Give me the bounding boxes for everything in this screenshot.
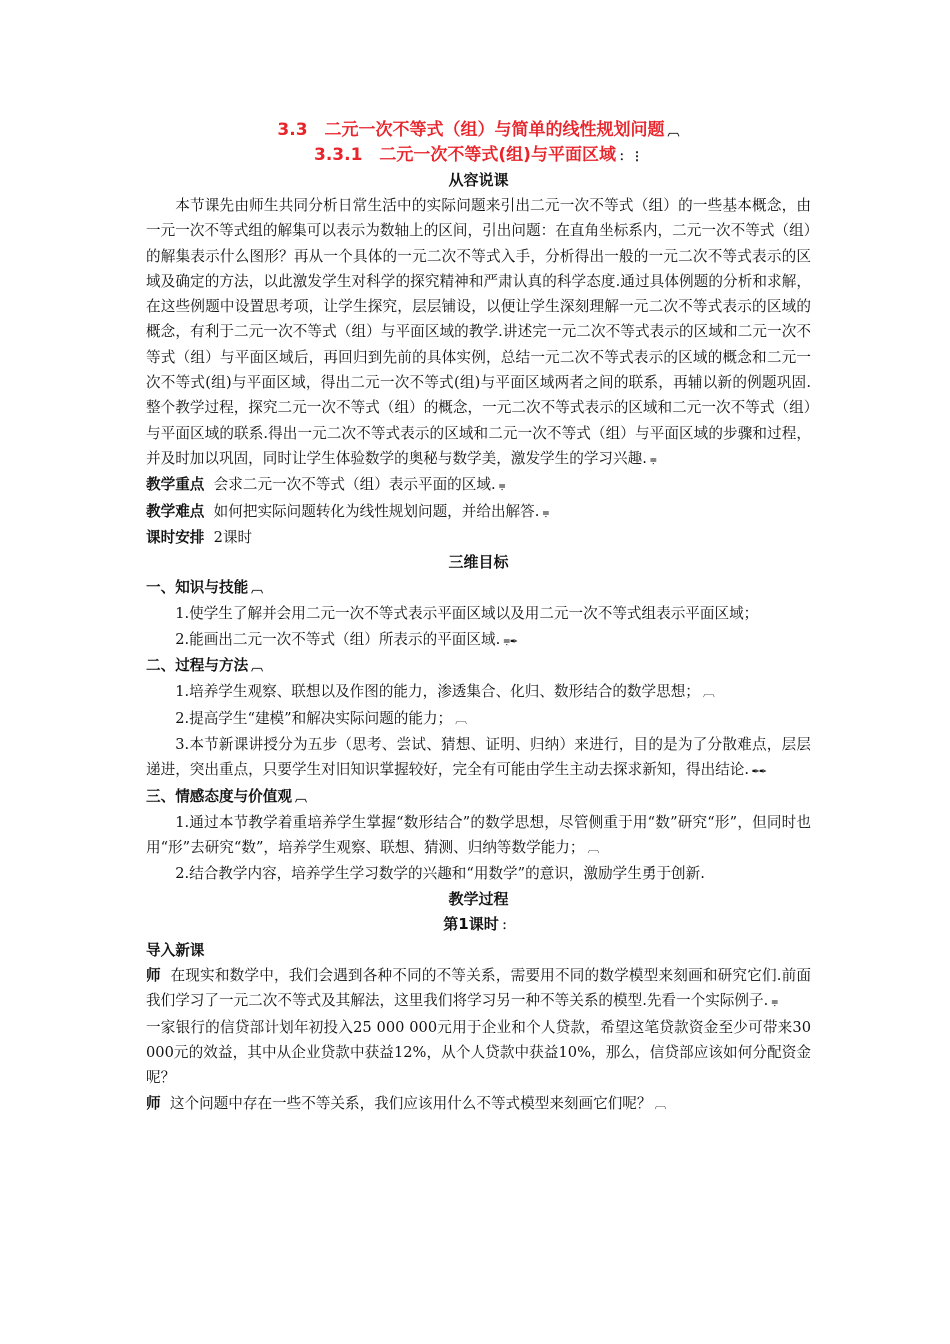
time-text: 2课时 (213, 528, 253, 546)
teacher-label: 师 (146, 1094, 161, 1112)
time-label: 课时安排 (146, 528, 205, 546)
format-mark-icon: ︹ (702, 685, 715, 700)
chapter-title-text: 3.3 二元一次不等式（组）与简单的线性规划问题 (277, 120, 665, 140)
section-process-title: 二、过程与方法 (146, 657, 249, 675)
key-point (146, 472, 811, 498)
goal-item-text: 1.培养学生观察、联想以及作图的能力，渗透集合、化归、数形结合的数学思想； (175, 683, 700, 701)
format-mark-icon: ： (501, 917, 514, 932)
format-mark-icon: ✒✒ (752, 763, 767, 778)
format-mark-icon: ⩦ (649, 451, 657, 466)
section-title-text: 3.3.1 二元一次不等式(组)与平面区域 (314, 145, 616, 165)
intro-paragraph (146, 193, 811, 472)
goal-item (146, 732, 811, 784)
teacher-line (146, 1091, 811, 1117)
goal-item-text: 2.能画出二元一次不等式（组）所表示的平面区域. (175, 630, 501, 648)
key-label: 教学重点 (146, 476, 205, 494)
difficult-point (146, 499, 811, 525)
document-page (146, 118, 811, 1117)
heading-congrong: 从容说课 (448, 171, 509, 189)
format-mark-icon: ︹ (251, 659, 264, 674)
format-mark-icon: ︹ (654, 1096, 667, 1111)
format-mark-icon: ⩦✒ (503, 632, 518, 647)
format-mark-icon: ︹ (587, 841, 600, 856)
section-attitude-title: 三、情感态度与价值观 (146, 787, 292, 805)
format-mark-icon: ⩦ (542, 504, 550, 519)
format-mark-icon: ︹ (455, 711, 468, 726)
goal-item: 2.结合教学内容，培养学生学习数学的兴趣和“用数学”的意识，激励学生勇于创新. (175, 865, 705, 883)
goal-item-text: 2.提高学生“建模”和解决实际问题的能力； (175, 709, 453, 727)
goal-item-text: 1.通过本节教学着重培养学生掌握“数形结合”的数学思想，尽管侧重于用“数”研究“形”，但同时也用“形”去研究“数”，培养学生观察、联想、猜测、归纳等数学能力； (146, 813, 811, 857)
section-knowledge-title: 一、知识与技能 (146, 579, 249, 597)
section-attitude (146, 784, 811, 810)
section-title (146, 143, 811, 168)
teacher-text: 在现实和数学中，我们会遇到各种不同的不等关系，需要用不同的数学模型来刻画和研究它们.前面我们学习了一元二次不等式及其解法，这里我们将学习另一种不等关系的模型.先看一个实际例子. (146, 967, 811, 1010)
goal-item-text: 3.本节新课讲授分为五步（思考、尝试、猜想、证明、归纳）来进行，目的是为了分散难点，层层递进，突出重点，只要学生对旧知识掌握较好，完全有可能由学生主动去探求新知，得出结论. (146, 735, 811, 779)
format-mark-icon: ︹ (251, 581, 264, 596)
format-mark-icon: ︹ (294, 789, 307, 804)
example-problem: 一家银行的信贷部计划年初投入25 000 000元用于企业和个人贷款，希望这笔贷款资金至少可带来30 000元的效益，其中从企业贷款中获益12%，从个人贷款中获益10%，那么，信贷部应该如何分配资金呢？ (146, 1018, 811, 1087)
format-mark-icon: ⩦ (498, 478, 506, 493)
teacher-text: 这个问题中存在一些不等关系，我们应该用什么不等式模型来刻画它们呢？ (169, 1094, 652, 1112)
teacher-line (146, 963, 811, 1015)
intro-text: 本节课先由师生共同分析日常生活中的实际问题来引出二元一次不等式（组）的一些基本概念，由一元一次不等式组的解集可以表示为数轴上的区间，引出问题：在直角坐标系内，二元一次不等式（组）的解集表示什么图形？再从一个具体的一元二次不等式入手，分析得出一般的一元二次不等式表示的区域及确定的方法，以此激发学生对科学的探究精神和严肃认真的科学态度.通过具体例题的分析和求解，在这些例题中设置思考项，让学生探究，层层铺设，以便让学生深刻理解一元二次不等式表示的区域的概念，有利于二元一次不等式（组）与平面区域的教学.讲述完一元二次不等式表示的区域和二元一次不等式（组）与平面区域后，再回归到先前的具体实例，总结一元二次不等式表示的区域的概念和二元一次不等式(组)与平面区域，得出二元一次不等式(组)与平面区域两者之间的联系，再辅以新的例题巩固.整个教学过程，探究二元一次不等式（组）的概念，一元二次不等式表示的区域和二元一次不等式（组）与平面区域的联系.得出一元二次不等式表示的区域和二元一次不等式（组）与平面区域的步骤和过程，并及时加以巩固，同时让学生体验数学的奥秘与数学美，激发学生的学习兴趣. (146, 197, 811, 467)
goal-item (146, 706, 811, 732)
time-arrangement (146, 525, 811, 550)
format-mark-icon: ⩦ (771, 994, 779, 1009)
goal-item: 1.使学生了解并会用二元一次不等式表示平面区域以及用二元一次不等式组表示平面区域； (175, 605, 759, 623)
heading-lesson1 (146, 912, 811, 938)
section-knowledge (146, 575, 811, 601)
teacher-label: 师 (146, 967, 161, 985)
heading-process: 教学过程 (448, 889, 509, 908)
goal-item (146, 679, 811, 705)
lesson1-text: 第1课时 (443, 914, 499, 933)
diff-label: 教学难点 (146, 502, 205, 520)
format-mark-icon: ︹ (667, 124, 680, 138)
key-text: 会求二元一次不等式（组）表示平面的区域. (213, 476, 496, 494)
heading-goals: 三维目标 (448, 553, 509, 572)
format-mark-icon: ：⋮ (618, 149, 643, 163)
intro-new-lesson: 导入新课 (146, 941, 205, 959)
section-process (146, 653, 811, 679)
goal-item (146, 627, 811, 653)
diff-text: 如何把实际问题转化为线性规划问题，并给出解答. (213, 502, 540, 520)
chapter-title (146, 118, 811, 143)
goal-item (146, 810, 811, 862)
